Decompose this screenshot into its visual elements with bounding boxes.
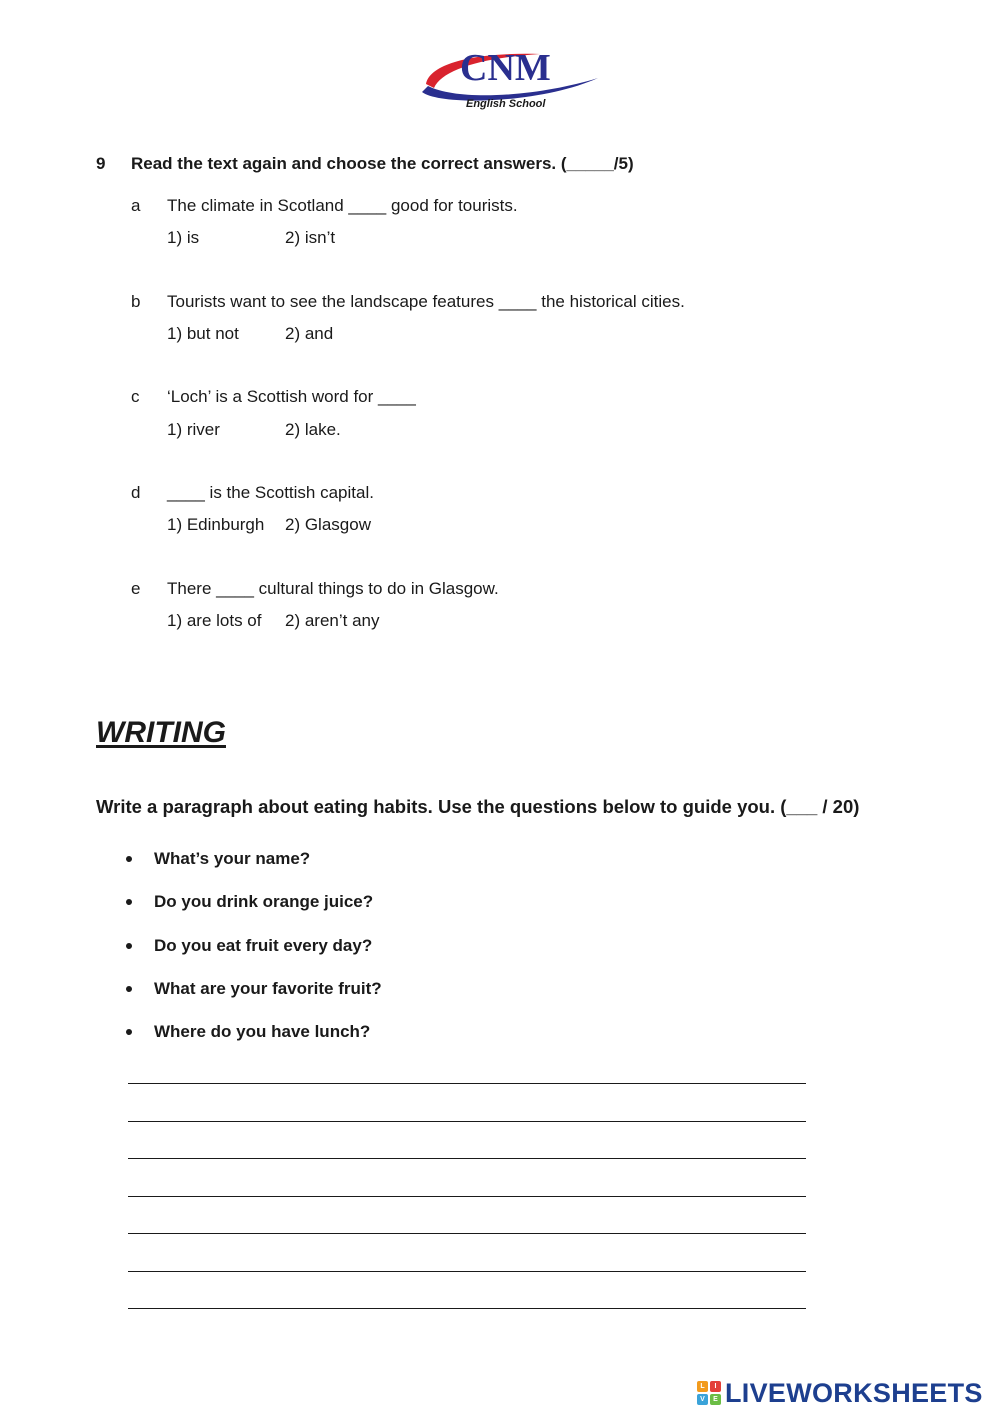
question-text: There ____ cultural things to do in Glasgow. [167, 579, 499, 598]
exercise-heading [96, 154, 634, 174]
options-b [167, 324, 333, 344]
answer-line[interactable] [128, 1233, 806, 1234]
exercise-number: 9 [96, 154, 106, 173]
option-1[interactable]: 1) Edinburgh [167, 515, 265, 534]
question-text: Tourists want to see the landscape features ____ the historical cities. [167, 292, 685, 311]
question-letter: e [131, 579, 141, 598]
options-a [167, 228, 335, 248]
liveworksheets-watermark [697, 1377, 983, 1409]
option-2[interactable]: 2) aren’t any [285, 611, 380, 630]
option-1[interactable]: 1) river [167, 420, 220, 439]
watermark-text: LIVEWORKSHEETS [725, 1377, 983, 1408]
exercise-instruction: Read the text again and choose the correct answers. (_____/5) [131, 154, 634, 173]
bullet-icon [126, 1029, 132, 1035]
option-2[interactable]: 2) isn’t [285, 228, 336, 247]
options-e [167, 611, 380, 631]
question-text: ____ is the Scottish capital. [167, 483, 374, 502]
question-letter: b [131, 292, 141, 311]
bullet-icon [126, 856, 132, 862]
bullet-icon [126, 986, 132, 992]
question-letter: c [131, 387, 140, 406]
option-1[interactable]: 1) but not [167, 324, 239, 343]
writing-answer-area[interactable] [128, 1083, 806, 1346]
options-d [167, 515, 371, 535]
answer-line[interactable] [128, 1158, 806, 1159]
question-d [131, 483, 374, 503]
bullet-icon [126, 899, 132, 905]
svg-text:CNM: CNM [460, 47, 551, 89]
option-2[interactable]: 2) lake. [285, 420, 341, 439]
writing-section-title: WRITING [96, 716, 226, 749]
question-c [131, 387, 416, 407]
question-letter: a [131, 196, 141, 215]
options-c [167, 420, 341, 440]
guide-question: Do you drink orange juice? [124, 889, 382, 932]
question-text: The climate in Scotland ____ good for tourists. [167, 196, 518, 215]
writing-instruction: Write a paragraph about eating habits. Use the questions below to guide you. (___ / 20) [96, 796, 860, 817]
question-b [131, 292, 685, 312]
answer-line[interactable] [128, 1271, 806, 1272]
cnm-logo [420, 44, 610, 116]
answer-line[interactable] [128, 1196, 806, 1197]
question-text: ‘Loch’ is a Scottish word for ____ [167, 387, 416, 406]
question-e [131, 579, 499, 599]
option-2[interactable]: 2) and [285, 324, 334, 343]
guide-questions-list [124, 846, 382, 1062]
answer-line[interactable] [128, 1308, 806, 1309]
guide-question: What are your favorite fruit? [124, 976, 382, 1019]
answer-line[interactable] [128, 1083, 806, 1084]
question-a [131, 196, 518, 216]
option-1[interactable]: 1) are lots of [167, 611, 262, 630]
guide-question: What’s your name? [124, 846, 382, 889]
option-2[interactable]: 2) Glasgow [285, 515, 371, 534]
guide-question: Where do you have lunch? [124, 1019, 382, 1062]
option-1[interactable]: 1) is [167, 228, 200, 247]
bullet-icon [126, 943, 132, 949]
question-letter: d [131, 483, 141, 502]
svg-text:English School: English School [466, 98, 546, 110]
guide-question: Do you eat fruit every day? [124, 933, 382, 976]
liveworksheets-icon: L I V E [697, 1381, 721, 1405]
answer-line[interactable] [128, 1121, 806, 1122]
